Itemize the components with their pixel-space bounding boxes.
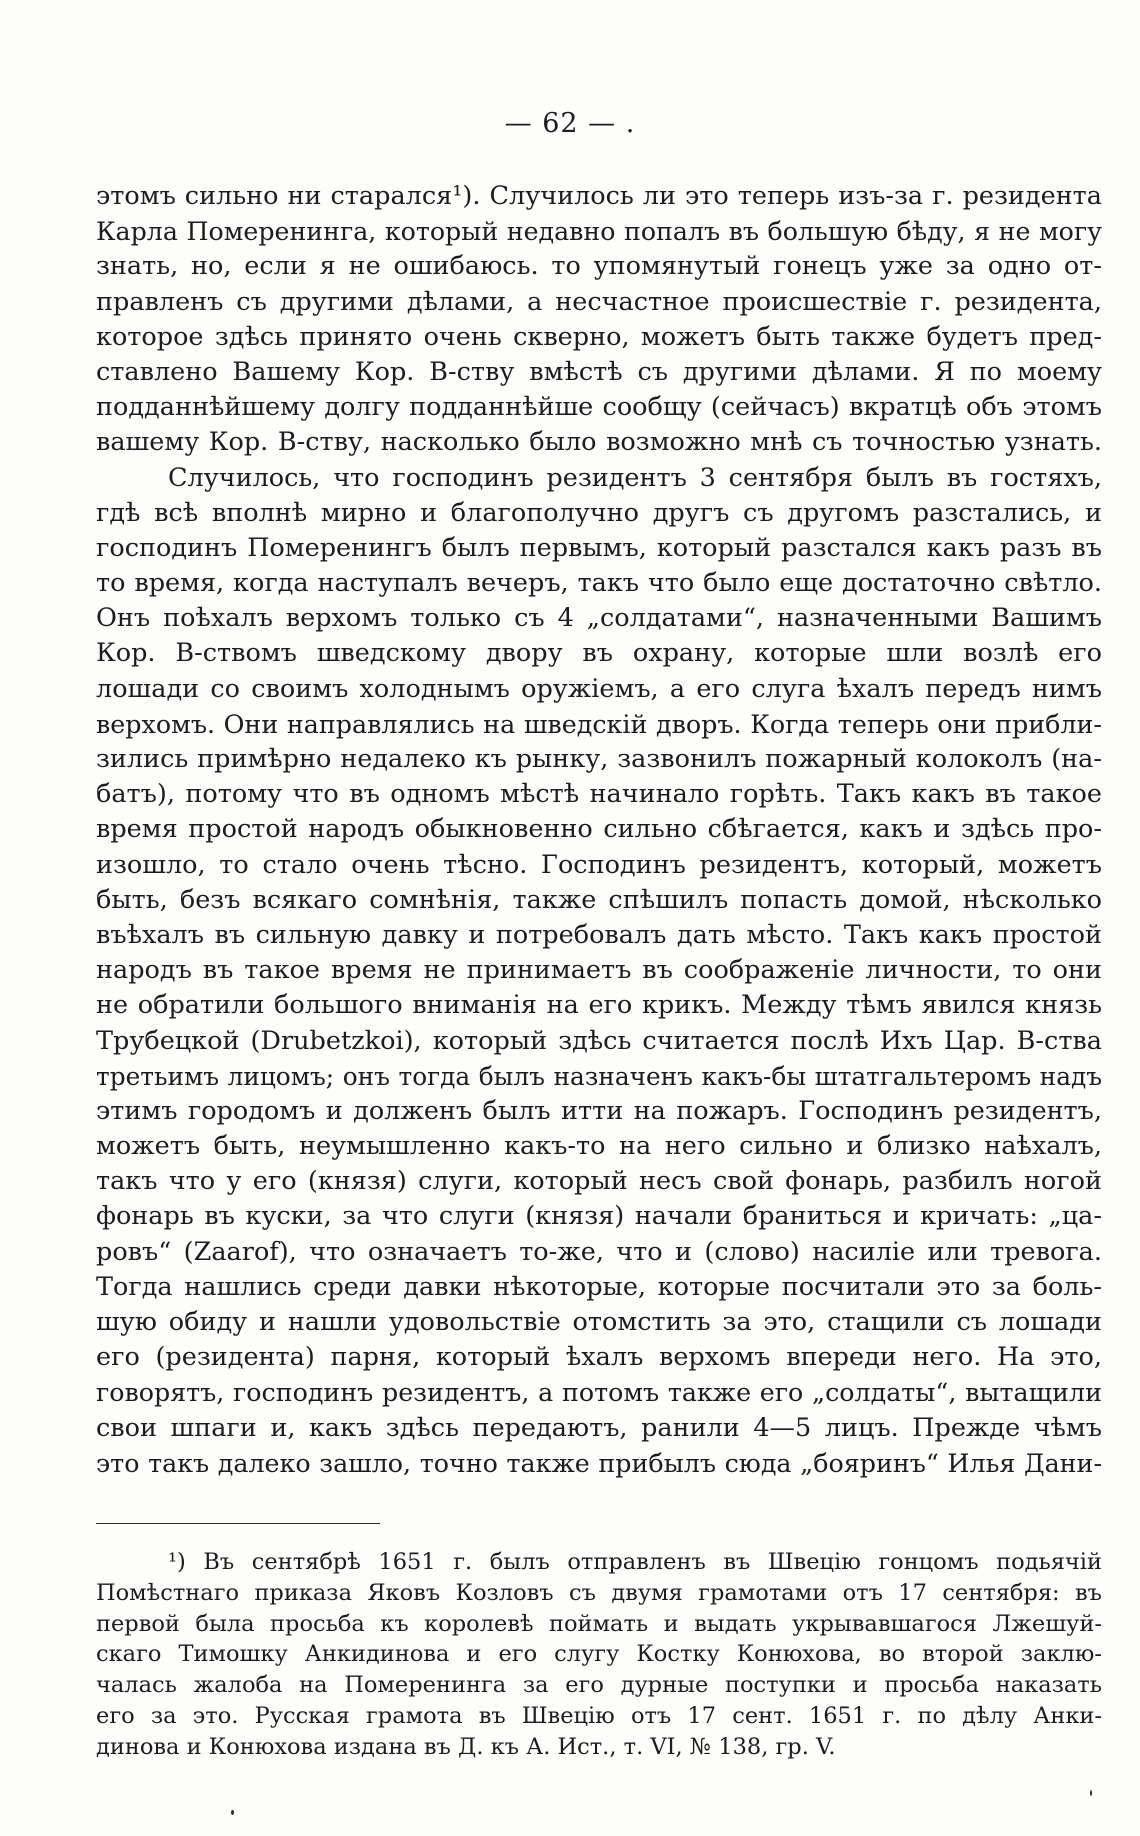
text-line: Онъ поѣхалъ верхомъ только съ 4 „солдатами“, назначенными Вашимъ (96, 603, 1102, 634)
text-line: батъ), потому что въ одномъ мѣстѣ начинало горѣть. Такъ какъ въ такое (96, 779, 1102, 810)
text-line: народъ въ такое время не принимаетъ въ соображеніе личности, то они (96, 955, 1102, 986)
text-line: ровъ“ (Zaarof), что означаетъ то-же, что и (слово) насиліе или тревога. (96, 1236, 1102, 1267)
footnote-line: его за это. Русская грамота въ Швецію отъ 17 сент. 1651 г. по дѣлу Анки- (96, 1702, 1102, 1729)
text-line: господинъ Померенингъ былъ первымъ, который разстался какъ разъ въ (96, 532, 1102, 563)
scan-speck (231, 1810, 234, 1815)
text-line: не обратили большого вниманія на его крикъ. Между тѣмъ явился князь (96, 990, 1102, 1021)
text-line: которое здѣсь принято очень скверно, можетъ быть также будетъ пред- (96, 321, 1102, 352)
text-line: въѣхалъ въ сильную давку и потребовалъ дать мѣсто. Такъ какъ простой (96, 919, 1102, 950)
text-line: то время, когда наступалъ вечеръ, такъ что было еще достаточно свѣтло. (96, 568, 1102, 599)
text-line: Трубецкой (Drubetzkoi), который здѣсь считается послѣ Ихъ Цар. В-ства (96, 1025, 1102, 1056)
text-line: можетъ быть, неумышленно какъ-то на него сильно и близко наѣхалъ, (96, 1131, 1102, 1162)
text-line: Тогда нашлись среди давки нѣкоторые, которые посчитали это за боль- (96, 1271, 1102, 1302)
footnote-line: скаго Тимошку Анкидинова и его слугу Костку Конюхова, во второй заклю- (96, 1641, 1102, 1668)
text-line: это такъ далеко зашло, точно также прибылъ сюда „бояринъ“ Илья Дани- (96, 1447, 1102, 1478)
footnote (96, 1547, 1102, 1763)
text-line: такъ что у его (князя) слуги, который несъ свой фонарь, разбилъ ногой (96, 1166, 1102, 1197)
text-line: вашему Кор. В-ству, насколько было возможно мнѣ съ точностью узнать. (96, 427, 1102, 458)
text-line: быть, безъ всякаго сомнѣнія, также спѣшилъ попасть домой, нѣсколько (96, 884, 1102, 915)
text-line: верхомъ. Они направлялись на шведскій дворъ. Когда теперь они прибли- (96, 708, 1102, 739)
text-line: подданнѣйшему долгу подданнѣйше сообщу (сейчасъ) вкратцѣ объ этомъ (96, 392, 1102, 423)
text-line: ставлено Вашему Кор. В-ству вмѣстѣ съ другими дѣлами. Я по моему (96, 356, 1102, 387)
scan-speck (1090, 1790, 1092, 1796)
text-line: знать, но, если я не ошибаюсь. то упомянутый гонецъ уже за одно от- (96, 251, 1102, 282)
text-line: этимъ городомъ и долженъ былъ итти на пожаръ. Господинъ резидентъ, (96, 1095, 1102, 1126)
text-line: гдѣ всѣ вполнѣ мирно и благополучно другъ съ другомъ разстались, и (96, 497, 1102, 528)
text-line: этомъ сильно ни старался¹). Случилось ли это теперь изъ-за г. резидента (96, 181, 1102, 211)
text-line: Карла Померенинга, который недавно попалъ въ большую бѣду, я не могу (96, 217, 1102, 247)
paragraph-start-line: Случилось, что господинъ резидентъ 3 сентября былъ въ гостяхъ, (168, 462, 1102, 493)
text-line: Кор. В-ствомъ шведскому двору въ охрану, которые шли возлѣ его (96, 638, 1102, 669)
main-text (96, 179, 1102, 1481)
text-line: его (резидента) парня, который ѣхалъ верхомъ впереди него. На это, (96, 1342, 1102, 1373)
text-line: зились примѣрно недалеко къ рынку, зазвонилъ пожарный колоколъ (на- (96, 744, 1102, 774)
text-line: время простой народъ обыкновенно сильно сбѣгается, какъ и здѣсь про- (96, 814, 1102, 845)
footnote-line: ¹) Въ сентябрѣ 1651 г. былъ отправленъ въ Швецію гонцомъ подьячій (168, 1549, 1102, 1575)
footnote-divider (96, 1523, 380, 1524)
text-line: фонарь въ куски, за что слуги (князя) начали браниться и кричать: „ца- (96, 1201, 1102, 1232)
text-line: свои шпаги и, какъ здѣсь передаютъ, ранили 4—5 лицъ. Прежде чѣмъ (96, 1412, 1102, 1443)
text-line: третьимъ лицомъ; онъ тогда былъ назначенъ какъ-бы штатгальтеромъ надъ (96, 1061, 1102, 1091)
footnote-line: чалась жалоба на Померенинга за его дурные поступки и просьба наказать (96, 1672, 1102, 1699)
text-line: шую обиду и нашли удовольствіе отомстить за это, стащили съ лошади (96, 1307, 1102, 1337)
text-line: правленъ съ другими дѣлами, а несчастное происшествіе г. резидента, (96, 286, 1102, 317)
footnote-line: первой была просьба къ королевѣ поймать и выдать укрывавшагося Лжешуй- (96, 1610, 1102, 1637)
text-line: изошло, то стало очень тѣсно. Господинъ резидентъ, который, можетъ (96, 849, 1102, 880)
text-line: лошади со своимъ холоднымъ оружіемъ, а его слуга ѣхалъ передъ нимъ (96, 673, 1102, 704)
text-line: говорятъ, господинъ резидентъ, а потомъ также его „солдаты“, вытащили (96, 1377, 1102, 1408)
footnote-line: динова и Конюхова издана въ Д. къ А. Ист., т. VI, № 138, гр. V. (96, 1733, 836, 1760)
page-number: — 62 — . (504, 108, 636, 139)
footnote-line: Помѣстнаго приказа Яковъ Козловъ съ двумя грамотами отъ 17 сентября: въ (96, 1579, 1102, 1606)
